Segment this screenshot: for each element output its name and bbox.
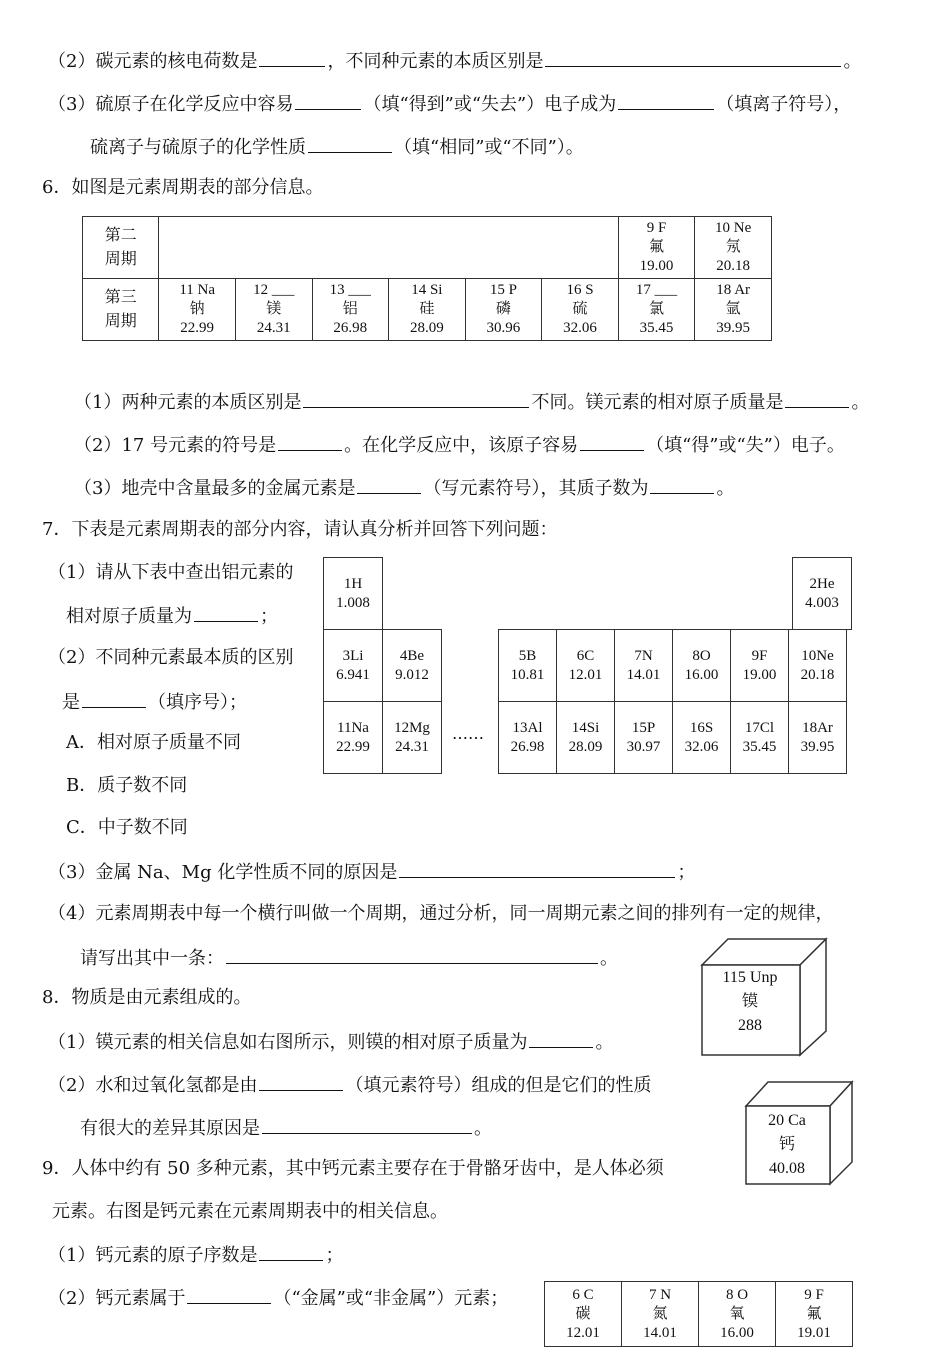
ellipsis: ……	[452, 724, 484, 743]
empty-cell	[159, 217, 618, 279]
cube-ca-content: 20 Ca 钙 40.08	[768, 1112, 806, 1177]
q7-option-c[interactable]: C．中子数不同	[66, 817, 188, 838]
q5-part3-cont: 硫离子与硫原子的化学性质 （填“相同”或“不同”）。	[90, 134, 584, 160]
element-cell: 12Mg 24.31	[383, 702, 442, 774]
answer-blank[interactable]	[618, 91, 714, 110]
element-cell: 15 P 磷 30.96	[465, 279, 542, 341]
answer-blank[interactable]	[295, 91, 361, 110]
q9-part2: （2）钙元素属于 （“金属”或“非金属”）元素；	[48, 1285, 508, 1311]
q7-option-a[interactable]: A．相对原子质量不同	[66, 732, 241, 753]
q9-title-cont: 元素。右图是钙元素在元素周期表中的相关信息。	[52, 1201, 448, 1222]
answer-blank[interactable]	[187, 1285, 271, 1304]
element-cell: 13 ___ 铝 26.98	[312, 279, 389, 341]
answer-blank[interactable]	[785, 389, 849, 408]
q5-part2: （2）碳元素的核电荷数是 ，不同种元素的本质区别是 。	[48, 48, 861, 74]
answer-blank[interactable]	[262, 1115, 472, 1134]
element-cell: 16S 32.06	[673, 702, 731, 774]
element-cell: 10 Ne 氖 20.18	[695, 217, 772, 279]
element-cell: 8 O 氧 16.00	[699, 1282, 776, 1347]
answer-blank[interactable]	[357, 475, 421, 494]
element-cell: 10Ne 20.18	[789, 630, 847, 702]
element-cell: 9F 19.00	[731, 630, 789, 702]
q8-part2: （2）水和过氧化氢都是由 （填元素符号）组成的但是它们的性质	[48, 1072, 651, 1098]
element-cell: 6C 12.01	[557, 630, 615, 702]
q7-part3: （3）金属 Na、Mg 化学性质不同的原因是 ；	[48, 859, 695, 885]
element-cell: 1H 1.008	[324, 558, 383, 630]
answer-blank[interactable]	[278, 432, 342, 451]
q7-table-be	[382, 629, 442, 774]
answer-blank[interactable]	[545, 48, 841, 67]
answer-blank[interactable]	[259, 1242, 323, 1261]
q7-table-he	[792, 557, 852, 630]
q7-part1: （1）请从下表中查出铝元素的	[48, 562, 294, 583]
q7-part2-cont: 是 （填序号）；	[62, 689, 247, 715]
period-3-label: 第三 周期	[83, 279, 159, 341]
answer-blank[interactable]	[303, 389, 529, 408]
element-cell: 7 N 氮 14.01	[622, 1282, 699, 1347]
answer-blank[interactable]	[226, 945, 598, 964]
q8-part2-cont: 有很大的差异其原因是 。	[80, 1115, 492, 1141]
q6-part2: （2）17 号元素的符号是 。在化学反应中，该原子容易 （填“得”或“失”）电子。	[74, 432, 845, 458]
answer-blank[interactable]	[399, 859, 675, 878]
element-cell: 14Si 28.09	[557, 702, 615, 774]
element-cell: 15P 30.97	[615, 702, 673, 774]
q6-part3: （3）地壳中含量最多的金属元素是 （写元素符号），其质子数为 。	[74, 475, 734, 501]
answer-blank[interactable]	[194, 603, 258, 622]
q7-part2: （2）不同种元素最本质的区别	[48, 647, 294, 668]
cube-unp-content: 115 Unp 镆 288	[722, 969, 778, 1034]
q6-periodic-table	[82, 216, 772, 341]
element-cell: 7N 14.01	[615, 630, 673, 702]
element-cell: 2He 4.003	[793, 558, 852, 630]
element-cell: 9 F 氟 19.01	[776, 1282, 853, 1347]
period-2-label: 第二 周期	[83, 217, 159, 279]
q7-part1-cont: 相对原子质量为 ；	[66, 603, 278, 629]
answer-blank[interactable]	[650, 475, 714, 494]
element-cell: 13Al 26.98	[499, 702, 557, 774]
q7-part4-cont: 请写出其中一条： 。	[80, 945, 618, 971]
element-cell: 18 Ar 氩 39.95	[695, 279, 772, 341]
element-cell: 11 Na 钠 22.99	[159, 279, 236, 341]
q6-part1: （1）两种元素的本质区别是 不同。镁元素的相对原子质量是 。	[74, 389, 869, 415]
answer-blank[interactable]	[580, 432, 644, 451]
q7-title: 7．下表是元素周期表的部分内容，请认真分析并回答下列问题：	[42, 519, 558, 540]
element-cell: 6 C 碳 12.01	[545, 1282, 622, 1347]
element-cell: 16 S 硫 32.06	[542, 279, 619, 341]
element-cell: 5B 10.81	[499, 630, 557, 702]
q7-table-right	[498, 629, 847, 774]
q9-element-table	[544, 1281, 853, 1347]
element-cell: 8O 16.00	[673, 630, 731, 702]
element-cell: 18Ar 39.95	[789, 702, 847, 774]
element-cell: 17 ___ 氯 35.45	[618, 279, 695, 341]
element-cell: 17Cl 35.45	[731, 702, 789, 774]
answer-blank[interactable]	[259, 1072, 343, 1091]
answer-blank[interactable]	[259, 48, 325, 67]
q7-option-b[interactable]: B．质子数不同	[66, 775, 188, 796]
q7-part4: （4）元素周期表中每一个横行叫做一个周期，通过分析，同一周期元素之间的排列有一定的规律，	[48, 903, 834, 924]
answer-blank[interactable]	[529, 1029, 593, 1048]
answer-blank[interactable]	[308, 134, 392, 153]
q7-table-h	[323, 557, 383, 774]
q6-title: 6．如图是元素周期表的部分信息。	[42, 177, 324, 198]
q9-part1: （1）钙元素的原子序数是 ；	[48, 1242, 343, 1268]
element-cell: 11Na 22.99	[324, 702, 383, 774]
q5-part3: （3）硫原子在化学反应中容易 （填“得到”或“失去”）电子成为 （填离子符号），	[48, 91, 851, 117]
element-cell: 9 F 氟 19.00	[618, 217, 695, 279]
q8-title: 8．物质是由元素组成的。	[42, 987, 252, 1008]
element-cell: 14 Si 硅 28.09	[389, 279, 466, 341]
element-cell: 12 ___ 镁 24.31	[235, 279, 312, 341]
element-cell: 4Be 9.012	[383, 630, 442, 702]
q9-title: 9．人体中约有 50 多种元素，其中钙元素主要存在于骨骼牙齿中，是人体必须	[42, 1158, 664, 1179]
answer-blank[interactable]	[82, 689, 146, 708]
element-cell: 3Li 6.941	[324, 630, 383, 702]
q8-part1: （1）镆元素的相关信息如右图所示，则镆的相对原子质量为 。	[48, 1029, 613, 1055]
